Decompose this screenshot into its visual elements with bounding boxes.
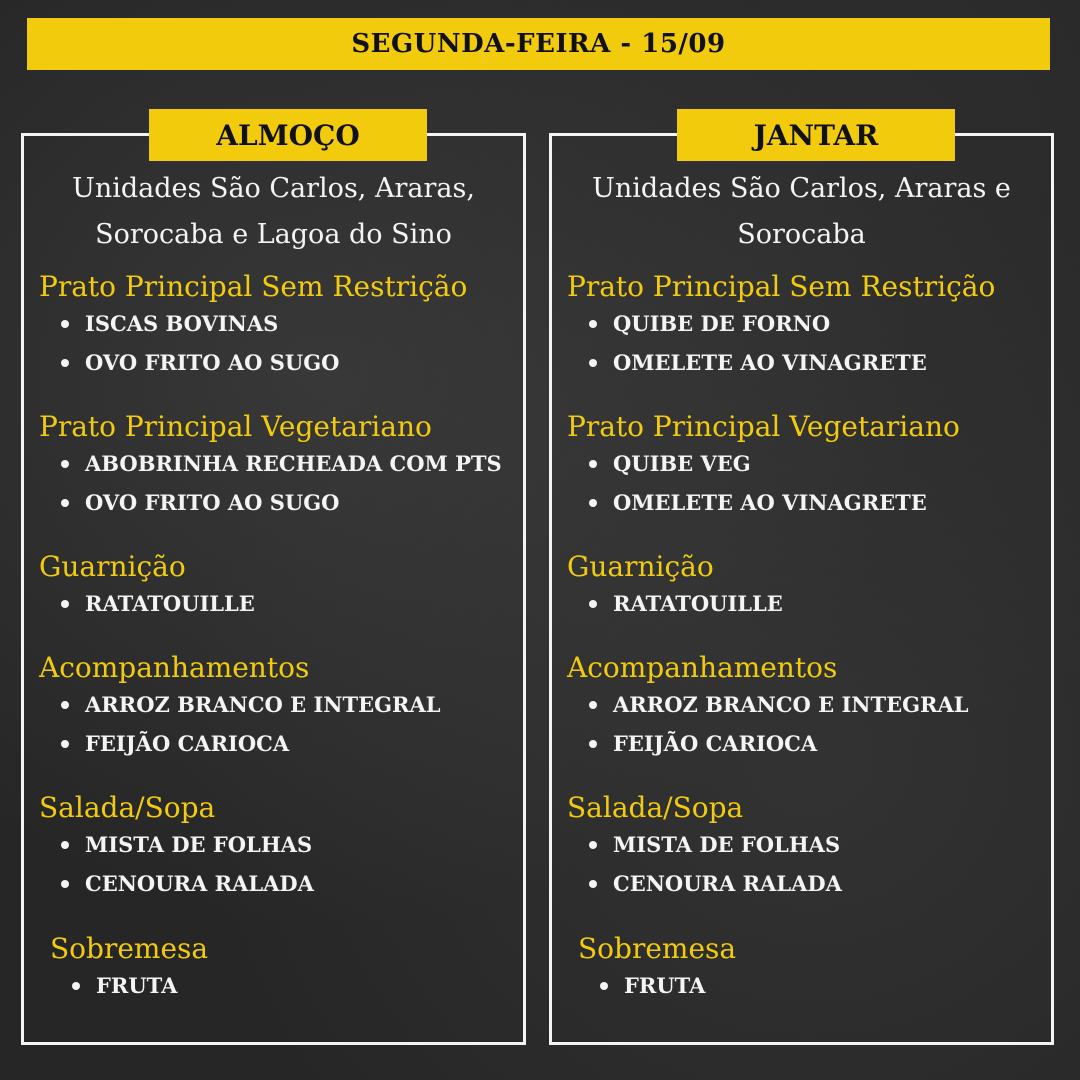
section-heading: Acompanhamentos xyxy=(39,651,310,684)
section-heading: Salada/Sopa xyxy=(39,791,216,824)
list-item: QUIBE VEG xyxy=(567,444,1043,483)
list-item: OMELETE AO VINAGRETE xyxy=(567,343,1043,382)
list-item: OVO FRITO AO SUGO xyxy=(39,483,515,522)
dinner-units: Unidades São Carlos, Araras e Sorocaba xyxy=(592,173,1011,250)
list-item: OVO FRITO AO SUGO xyxy=(39,343,515,382)
lunch-section-sides xyxy=(39,651,515,763)
list-item: RATATOUILLE xyxy=(567,584,1043,623)
lunch-section-garnish xyxy=(39,550,515,623)
dinner-section-salad xyxy=(567,791,1043,903)
lunch-section-main xyxy=(39,270,515,382)
list-item: FRUTA xyxy=(578,966,1043,1005)
dinner-section-sides xyxy=(567,651,1043,763)
list-item: ISCAS BOVINAS xyxy=(39,304,515,343)
lunch-section-veg xyxy=(39,410,515,522)
section-heading: Prato Principal Vegetariano xyxy=(39,410,432,443)
list-item: ABOBRINHA RECHEADA COM PTS xyxy=(39,444,515,483)
list-item: FEIJÃO CARIOCA xyxy=(39,724,515,763)
list-item: QUIBE DE FORNO xyxy=(567,304,1043,343)
lunch-section-salad xyxy=(39,791,515,903)
list-item: FEIJÃO CARIOCA xyxy=(567,724,1043,763)
section-heading: Sobremesa xyxy=(50,932,209,965)
dinner-panel xyxy=(549,118,1054,1045)
section-heading: Salada/Sopa xyxy=(567,791,744,824)
section-heading: Prato Principal Sem Restrição xyxy=(567,270,996,303)
section-heading: Sobremesa xyxy=(578,932,737,965)
section-heading: Guarnição xyxy=(567,550,714,583)
list-item: ARROZ BRANCO E INTEGRAL xyxy=(567,685,1043,724)
list-item: CENOURA RALADA xyxy=(567,864,1043,903)
dinner-section-veg xyxy=(567,410,1043,522)
list-item: ARROZ BRANCO E INTEGRAL xyxy=(39,685,515,724)
list-item: RATATOUILLE xyxy=(39,584,515,623)
section-heading: Guarnição xyxy=(39,550,186,583)
dinner-section-garnish xyxy=(567,550,1043,623)
dinner-label: JANTAR xyxy=(677,109,955,161)
dinner-section-main xyxy=(567,270,1043,382)
dinner-section-dessert xyxy=(578,932,1043,1005)
lunch-section-dessert xyxy=(50,932,515,1005)
list-item: OMELETE AO VINAGRETE xyxy=(567,483,1043,522)
section-heading: Acompanhamentos xyxy=(567,651,838,684)
section-heading: Prato Principal Vegetariano xyxy=(567,410,960,443)
page-title: SEGUNDA-FEIRA - 15/09 xyxy=(27,18,1050,70)
list-item: MISTA DE FOLHAS xyxy=(39,825,515,864)
list-item: CENOURA RALADA xyxy=(39,864,515,903)
list-item: FRUTA xyxy=(50,966,515,1005)
list-item: MISTA DE FOLHAS xyxy=(567,825,1043,864)
lunch-panel xyxy=(21,118,526,1045)
section-heading: Prato Principal Sem Restrição xyxy=(39,270,468,303)
lunch-label: ALMOÇO xyxy=(149,109,427,161)
lunch-units: Unidades São Carlos, Araras, Sorocaba e Lagoa do Sino xyxy=(72,173,475,250)
